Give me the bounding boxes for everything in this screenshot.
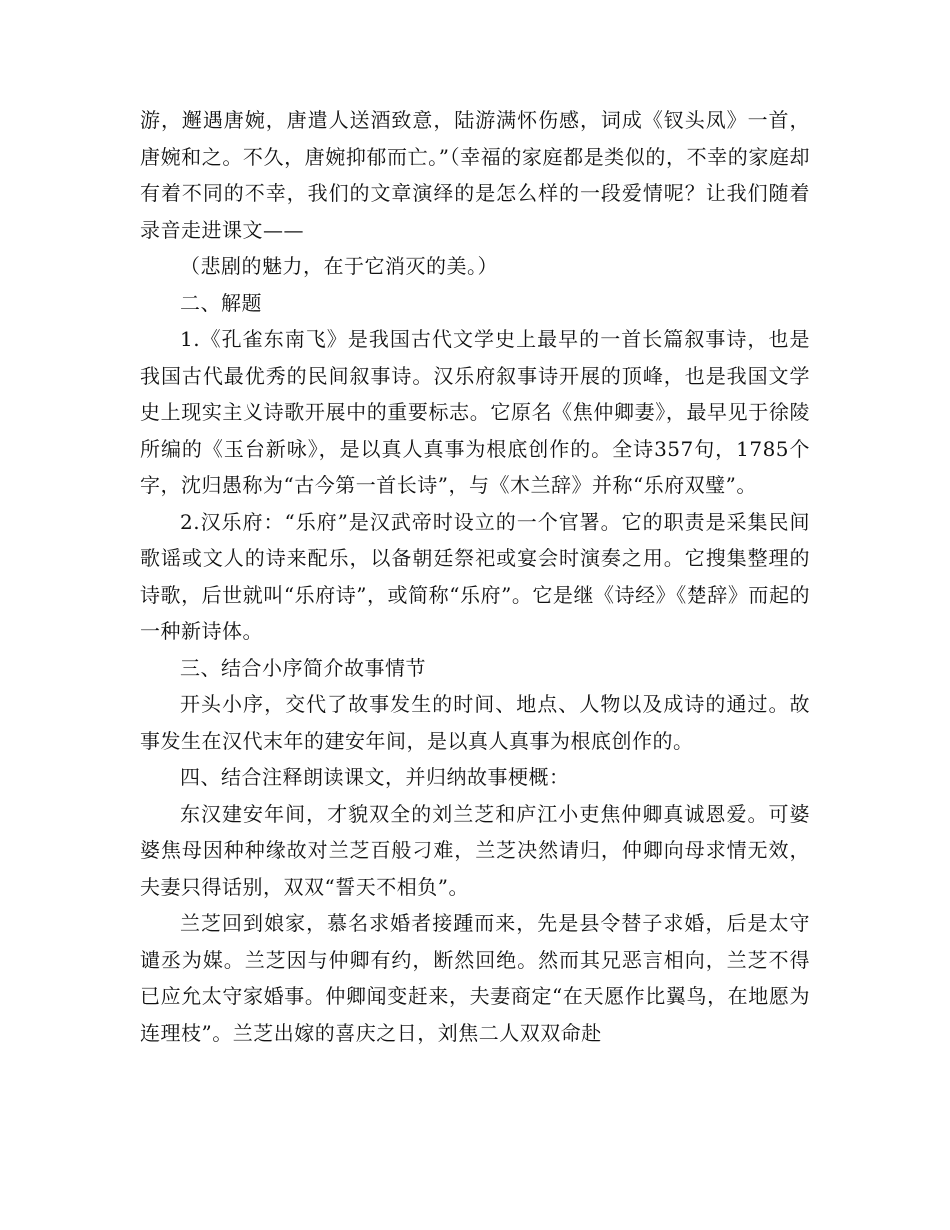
paragraph-tragedy-note: （悲剧的魅力，在于它消灭的美。）	[180, 254, 498, 278]
paragraph-continuation: 游，邂遇唐婉，唐遣人送酒致意，陆游满怀伤感，词成《钗头凤》一首，唐婉和之。不久，唐婉抑郁而亡。”（幸福的家庭都是类似的，不幸的家庭却有着不同的不幸，我们的文章演绎的是怎么样的一段爱情呢？让我们随着录音走进课文——	[140, 108, 810, 242]
paragraph-summary-2: 兰芝回到娘家，慕名求婚者接踵而来，先是县令替子求婚，后是太守谴丞为媒。兰芝因与仲卿有约，断然回绝。然而其兄恶言相向，兰芝不得已应允太守家婚事。仲卿闻变赶来，夫妻商定“在天愿作比翼鸟，在地愿为连理枝”。兰芝出嫁的喜庆之日，刘焦二人双双命赴	[140, 911, 810, 1045]
section-heading-summary: 四、结合注释朗读课文，并归纳故事梗概：	[180, 765, 570, 789]
paragraph-summary-1: 东汉建安年间，才貌双全的刘兰芝和庐江小吏焦仲卿真诚恩爱。可婆婆焦母因种种缘故对兰芝百般刁难，兰芝决然请归，仲卿向母求情无效，夫妻只得话别，双双“誓天不相负”。	[140, 801, 810, 899]
paragraph-jieti-1: 1.《孔雀东南飞》是我国古代文学史上最早的一首长篇叙事诗，也是我国古代最优秀的民间叙事诗。汉乐府叙事诗开展的顶峰，也是我国文学史上现实主义诗歌开展中的重要标志。它原名《焦仲卿妻》，最早见于徐陵所编的《玉台新咏》，是以真人真事为根底创作的。全诗357句，1785个字，沈归愚称为“古今第一首长诗”，与《木兰辞》并称“乐府双璧”。	[140, 327, 810, 497]
paragraph-jieti-2: 2.汉乐府：“乐府”是汉武帝时设立的一个官署。它的职责是采集民间歌谣或文人的诗来配乐，以备朝廷祭祀或宴会时演奏之用。它搜集整理的诗歌，后世就叫“乐府诗”，或简称“乐府”。它是继《诗经》《楚辞》而起的一种新诗体。	[140, 509, 810, 643]
section-heading-story: 三、结合小序简介故事情节	[180, 655, 426, 680]
paragraph-preface: 开头小序，交代了故事发生的时间、地点、人物以及成诗的通过。故事发生在汉代末年的建安年间，是以真人真事为根底创作的。	[140, 692, 810, 753]
section-heading-jieti: 二、解题	[180, 290, 262, 315]
